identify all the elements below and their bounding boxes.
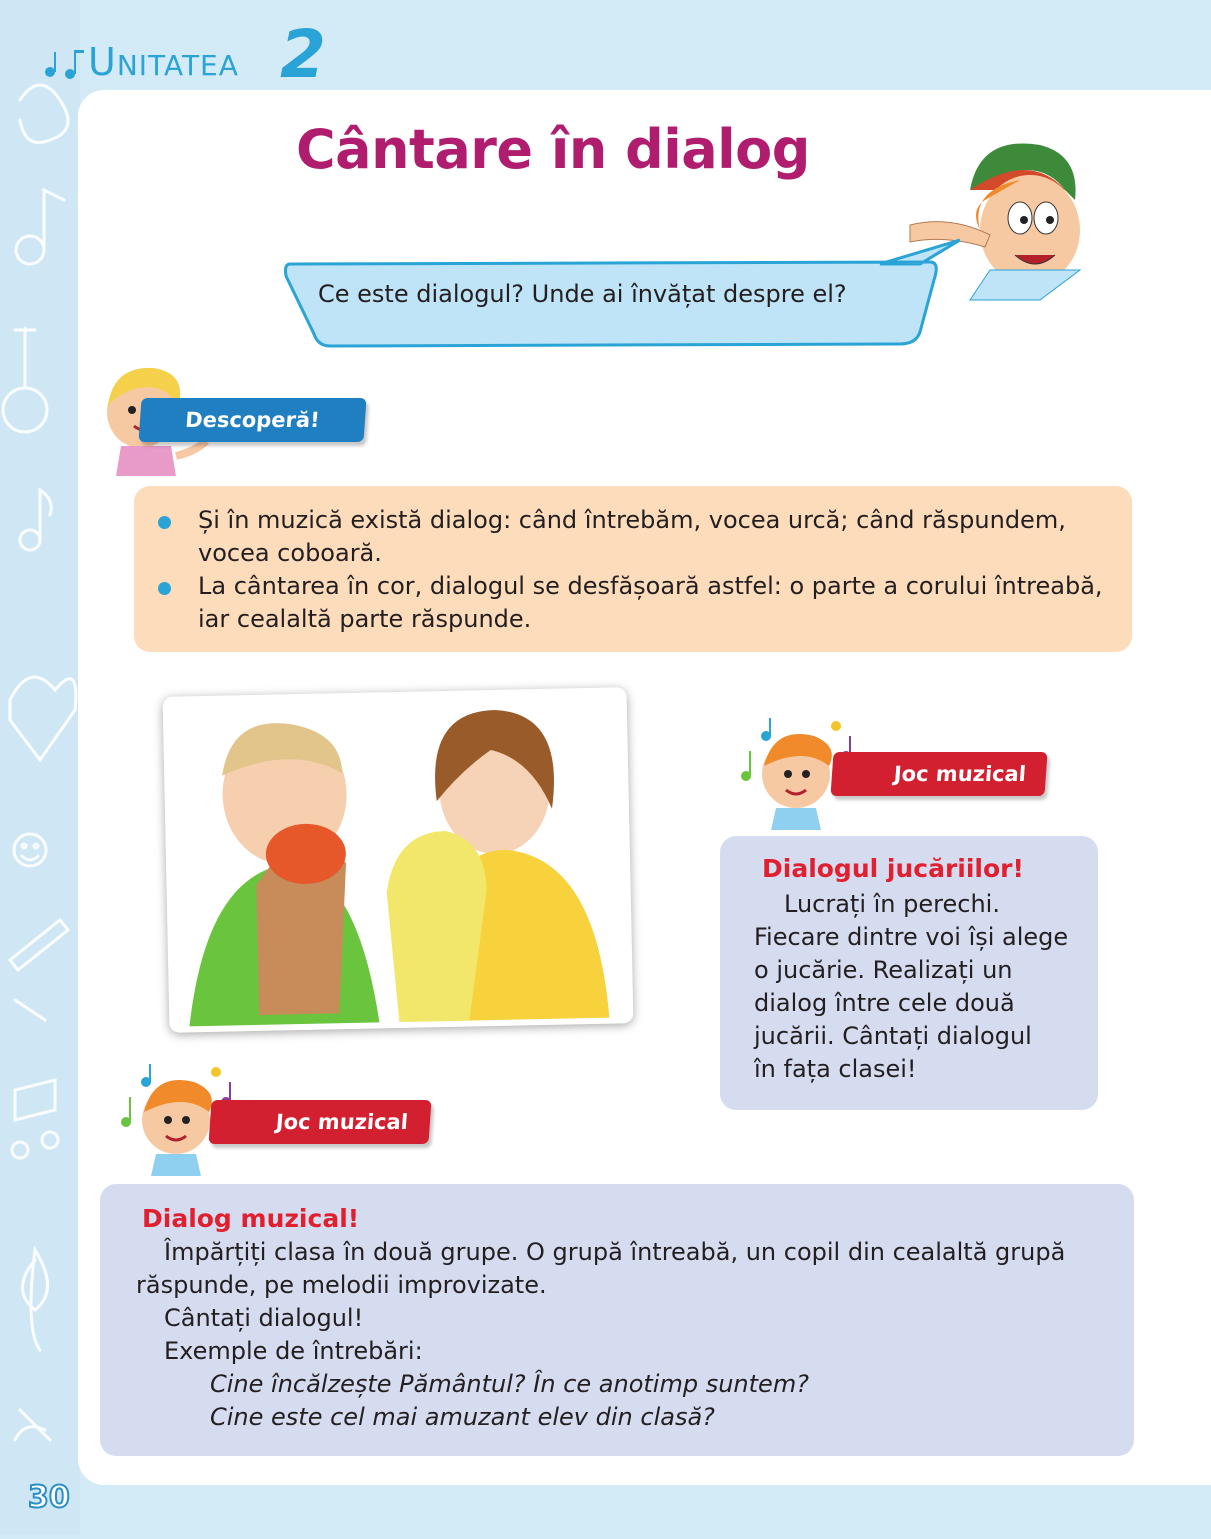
- activity-text-line: răspunde, pe melodii improvizate.: [136, 1271, 547, 1299]
- activity-text-line: o jucărie. Realizați un: [754, 956, 1013, 984]
- page-title: Cântare în dialog: [296, 118, 810, 181]
- activity-text-line: Fiecare dintre voi își alege: [754, 923, 1069, 951]
- photo-illustration: [163, 687, 634, 1033]
- discover-info-box: [134, 486, 1132, 652]
- activity-text-line: dialog între cele două: [754, 989, 1015, 1017]
- unit-label: UNITATEA: [88, 40, 239, 84]
- music-notes-icon: [40, 44, 90, 84]
- discover-tab: Descoperă!: [138, 398, 366, 442]
- bullet-icon: [158, 516, 171, 529]
- page-number: 30: [28, 1480, 70, 1515]
- example-question: Cine încălzește Pământul? În ce anotimp suntem?: [210, 1370, 809, 1398]
- left-decorative-strip: [0, 0, 80, 1535]
- unit-number: 2: [280, 16, 326, 93]
- bullet-icon: [158, 582, 171, 595]
- activity-title: Dialog muzical!: [142, 1204, 360, 1233]
- lesson-question: Ce este dialogul? Unde ai învățat despre el?: [318, 280, 847, 308]
- activity-text-line: în fața clasei!: [754, 1055, 917, 1083]
- activity-text-line: Exemple de întrebări:: [164, 1337, 423, 1365]
- musical-game-tab: Joc muzical: [830, 752, 1047, 796]
- activity-text-line: jucării. Cântați dialogul: [754, 1022, 1032, 1050]
- music-doodles-icon: [0, 0, 80, 1535]
- list-item: Și în muzică există dialog: când întrebăm, vocea urcă; când răspundem, vocea coboară.: [158, 504, 1118, 570]
- activity-text-line: Lucrați în perechi.: [784, 890, 1000, 918]
- activity-title: Dialogul jucăriilor!: [762, 854, 1024, 883]
- musical-dialogue-activity-box: [100, 1184, 1134, 1456]
- activity-text-line: Împărțiți clasa în două grupe. O grupă întreabă, un copil din cealaltă grupă: [164, 1238, 1066, 1266]
- children-puppets-photo: [163, 687, 634, 1033]
- activity-text-line: Cântați dialogul!: [164, 1304, 364, 1332]
- list-item: La cântarea în cor, dialogul se desfășoară astfel: o parte a corului întreabă, iar cealaltă parte răspunde.: [158, 570, 1118, 636]
- musical-game-tab: Joc muzical: [208, 1100, 431, 1144]
- toys-dialogue-activity-box: [720, 836, 1098, 1110]
- example-question: Cine este cel mai amuzant elev din clasă?: [210, 1403, 715, 1431]
